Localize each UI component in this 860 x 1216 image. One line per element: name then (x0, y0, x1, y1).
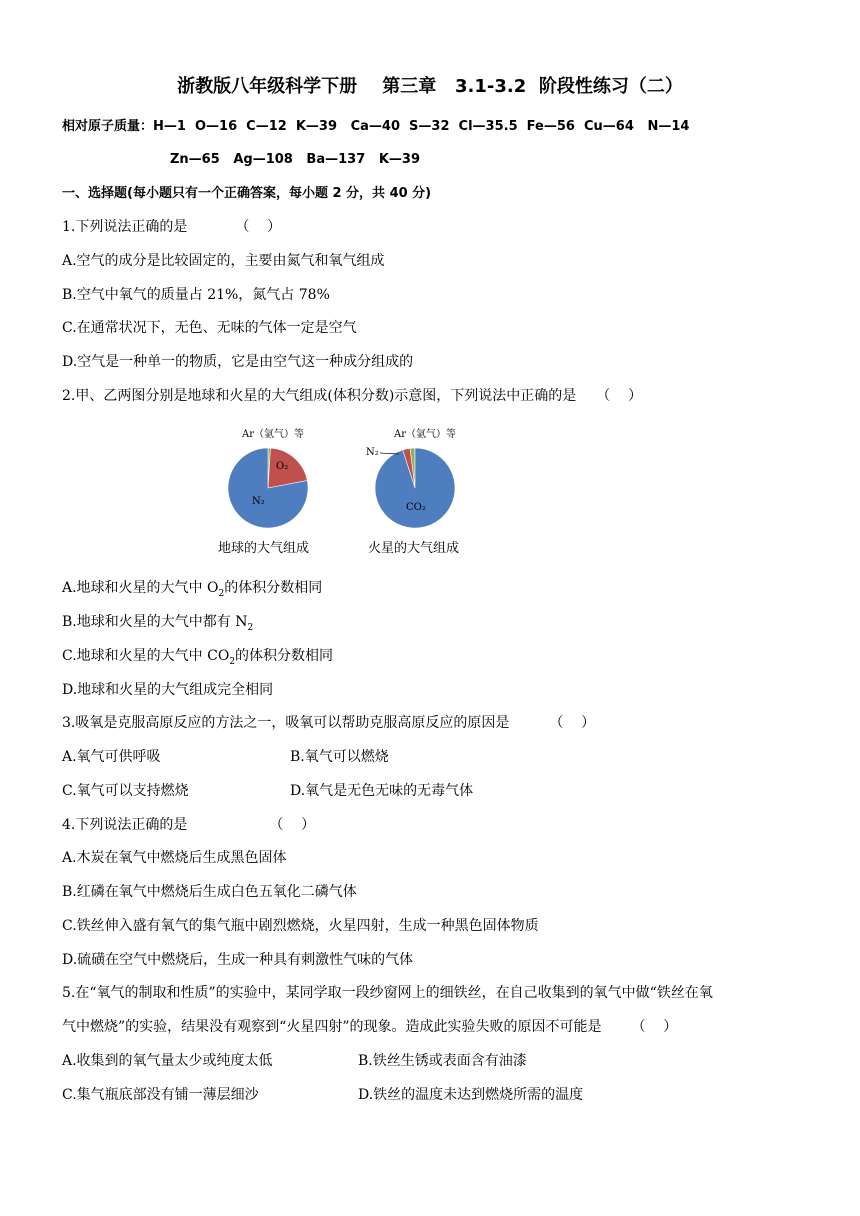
earth-o2-label: O₂ (276, 461, 289, 472)
q5-option-b: B.铁丝生锈或表面含有油漆 (358, 1053, 527, 1069)
q1-option-a: A.空气的成分是比较固定的，主要由氮气和氧气组成 (62, 253, 385, 269)
q3-option-c: C.氧气可以支持燃烧 (62, 783, 189, 799)
q2-option-a: A.地球和火星的大气中 $O_2$的体积分数相同 (62, 580, 323, 599)
answer-paren: （ ） (235, 219, 282, 235)
answer-paren: （ ） (269, 817, 316, 833)
q4-option-a: A.木炭在氧气中燃烧后生成黑色固体 (62, 850, 287, 866)
q1-option-c: C.在通常状况下，无色、无味的气体一定是空气 (62, 320, 357, 336)
mars-co2-label: CO₂ (406, 502, 426, 513)
question-1-stem: 1.下列说法正确的是 （ ） (62, 219, 282, 235)
q5-option-d: D.铁丝的温度未达到燃烧所需的温度 (358, 1087, 584, 1103)
q2-option-d: D.地球和火星的大气组成完全相同 (62, 682, 274, 698)
q5-option-a: A.收集到的氧气量太少或纯度太低 (62, 1053, 273, 1069)
earth-chart-caption: 地球的大气组成 (218, 541, 310, 556)
q4-option-c: C.铁丝伸入盛有氧气的集气瓶中剧烈燃烧，火星四射，生成一种黑色固体物质 (62, 918, 539, 934)
earth-pie-chart (228, 448, 308, 528)
atomic-mass-line-2: Zn—65 Ag—108 Ba—137 K—39 (170, 152, 420, 167)
earth-ar-label: Ar（氩气）等 (242, 429, 305, 440)
q5-option-c: C.集气瓶底部没有铺一薄层细沙 (62, 1087, 259, 1103)
pie-slice-co2 (375, 448, 455, 528)
q2-option-b: B.地球和火星的大气中都有 $N_2$ (62, 614, 254, 633)
q3-option-b: B.氧气可以燃烧 (290, 749, 389, 765)
q1-option-b: B.空气中氧气的质量占 21%，氮气占 78% (62, 287, 330, 303)
question-2-stem: 2.甲、乙两图分别是地球和火星的大气组成(体积分数)示意图，下列说法中正确的是 （ ） (62, 388, 643, 404)
q4-option-b: B.红磷在氧气中燃烧后生成白色五氧化二磷气体 (62, 884, 357, 900)
question-4-stem: 4.下列说法正确的是 （ ） (62, 817, 316, 833)
q1-option-d: D.空气是一种单一的物质，它是由空气这一种成分组成的 (62, 354, 414, 370)
q3-option-a: A.氧气可供呼吸 (62, 749, 161, 765)
q4-option-d: D.硫磺在空气中燃烧后，生成一种具有刺激性气味的气体 (62, 952, 414, 968)
mars-n2-label: N₂ (366, 447, 379, 458)
section-heading: 一、选择题(每小题只有一个正确答案，每小题 2 分，共 40 分) (62, 186, 432, 201)
q3-option-d: D.氧气是无色无味的无毒气体 (290, 783, 474, 799)
mars-pie-chart (375, 448, 455, 528)
mars-ar-label: Ar（氩气）等 (394, 429, 457, 440)
question-3-stem: 3.吸氧是克服高原反应的方法之一，吸氧可以帮助克服高原反应的原因是 （ ） (62, 715, 596, 731)
page-title: 浙教版八年级科学下册 第三章 3.1-3.2 阶段性练习（二） (177, 76, 683, 97)
mars-chart-caption: 火星的大气组成 (368, 541, 460, 556)
atomic-mass-line-1: 相对原子质量：H—1 O—16 C—12 K—39 Ca—40 S—32 Cl—35.5 Fe—56 Cu—64 N—14 (62, 119, 690, 134)
earth-n2-label: N₂ (252, 496, 265, 507)
answer-paren: （ ） (596, 388, 643, 404)
question-5-stem-line-2: 气中燃烧”的实验，结果没有观察到“火星四射”的现象。造成此实验失败的原因不可能是 （ ） (62, 1019, 678, 1035)
q2-option-c: C.地球和火星的大气中 $CO_2$的体积分数相同 (62, 648, 334, 667)
question-5-stem-line-1: 5.在“氧气的制取和性质”的实验中，某同学取一段纱窗网上的细铁丝，在自己收集到的氧气中做“铁丝在氧 (62, 985, 713, 1001)
answer-paren: （ ） (549, 715, 596, 731)
answer-paren: （ ） (631, 1019, 678, 1035)
atmosphere-pie-charts (200, 420, 500, 565)
